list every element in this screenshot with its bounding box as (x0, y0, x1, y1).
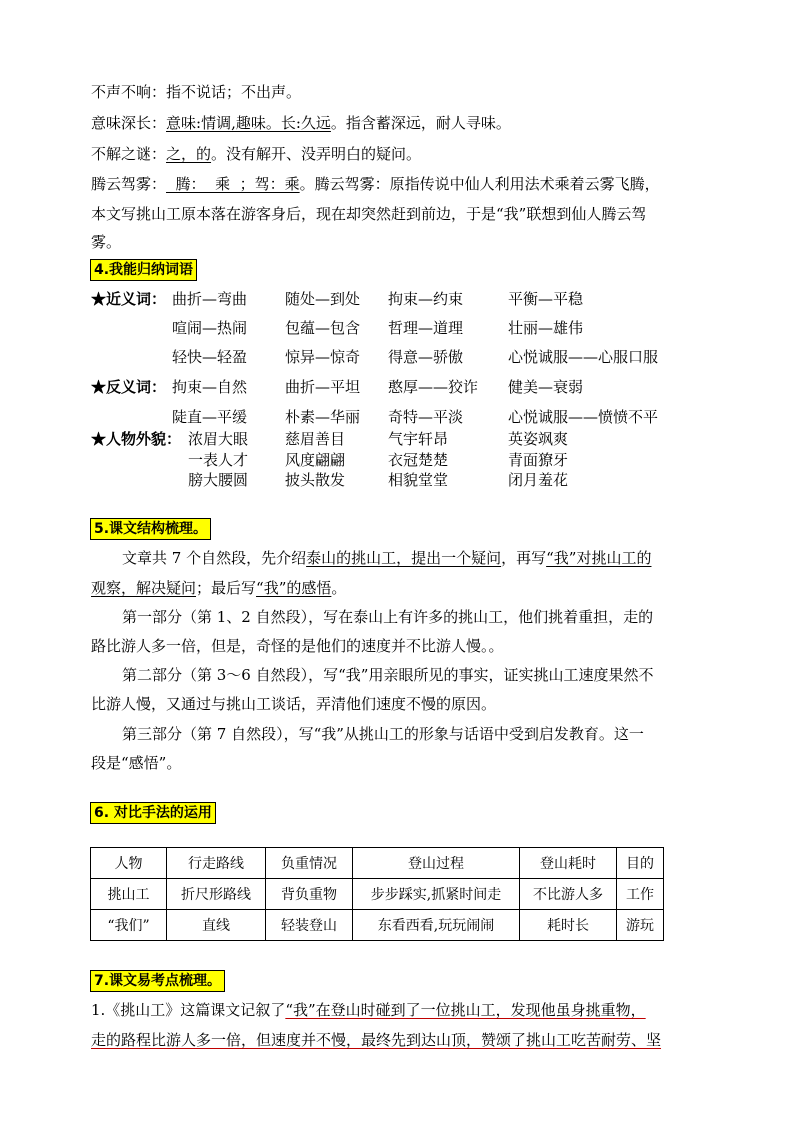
idiom: 一表人才 (188, 451, 249, 469)
idiom: 英姿飒爽 (508, 430, 569, 448)
idiom: 浓眉大眼 (188, 430, 249, 448)
table-cell: 轻装登山 (266, 910, 353, 941)
underlined-span: “我”在登山时碰到了一位挑山工，发现他虽身挑重物， (285, 1001, 646, 1019)
definition-text: 。腾云驾雾：原指传说中仙人利用法术乘着云雾飞腾， (299, 175, 660, 193)
idiom: 披头散发 (285, 471, 346, 489)
table-cell: 东看西看,玩玩闹闹 (353, 910, 520, 941)
text-span: 文章共 7 个自然段，先介绍 (122, 549, 307, 567)
table-header-cell: 登山耗时 (520, 848, 617, 879)
definition-text: 。指含蓄深远，耐人寻味。 (330, 114, 511, 132)
paragraph-line: 段是“感悟”。 (91, 754, 182, 772)
table-header-cell: 行走路线 (167, 848, 266, 879)
table-header-cell: 目的 (617, 848, 664, 879)
definition-term: 腾云驾雾： (91, 175, 167, 193)
definition-underlined: 意味:情调,趣味。长:久远 (166, 114, 331, 132)
text-span: 。 (331, 579, 347, 597)
table-cell: 折尺形路线 (167, 879, 266, 910)
definition-underlined: 腾： 乘 ；驾：乘 (166, 175, 300, 193)
underlined-span: 观察，解决疑问 (91, 579, 197, 597)
paragraph-line: 路比游人多一倍，但是，奇怪的是他们的速度并不比游人慢。。 (91, 637, 504, 655)
paragraph-line: 第三部分（第 7 自然段），写“我”从挑山工的形象与话语中受到启发教育。这一 (122, 725, 644, 743)
text-span: 1.《挑山工》这篇课文记叙了 (91, 1001, 286, 1019)
word-pair: 拘束—自然 (172, 378, 248, 396)
idiom: 青面獠牙 (508, 451, 569, 469)
comparison-table (90, 847, 664, 941)
table-cell: 工作 (617, 879, 664, 910)
section-heading: 6. 对比手法的运用 (90, 802, 216, 824)
table-header-cell: 登山过程 (353, 848, 520, 879)
idiom: 相貌堂堂 (388, 471, 449, 489)
word-pair: 陡直—平缓 (172, 408, 248, 426)
definition-line (91, 81, 301, 103)
definition-line (91, 231, 121, 253)
idiom: 衣冠楚楚 (388, 451, 449, 469)
definition-text: 不声不响：指不说话；不出声。 (91, 83, 302, 101)
text-span: ，再写 (501, 549, 547, 567)
word-pair: 心悦诚服——愤愤不平 (508, 408, 659, 426)
underlined-span: 泰山的挑山工，提出一个疑问 (306, 549, 502, 567)
definition-line (91, 203, 646, 225)
table-cell: 直线 (167, 910, 266, 941)
definition-text: 。没有解开、没弄明白的疑问。 (211, 145, 422, 163)
word-pair: 拘束—约束 (388, 290, 464, 308)
table-cell: 游玩 (617, 910, 664, 941)
section-heading: 7.课文易考点梳理。 (90, 970, 225, 992)
word-pair: 包蕴—包含 (285, 319, 361, 337)
word-pair: 奇特—平淡 (388, 408, 464, 426)
definition-term: 意味深长： (91, 114, 167, 132)
idiom: 膀大腰圆 (188, 471, 249, 489)
word-pair: 平衡—平稳 (508, 290, 584, 308)
underlined-span: “我”对挑山工的 (546, 549, 652, 567)
word-pair: 哲理—道理 (388, 319, 464, 337)
table-cell: 背负重物 (266, 879, 353, 910)
table-row (91, 879, 664, 910)
text-span: ；最后写 (196, 579, 257, 597)
synonym-label: ★近义词： (91, 290, 167, 308)
word-pair: 健美—衰弱 (508, 378, 584, 396)
table-row (91, 910, 664, 941)
definition-line (91, 112, 511, 134)
definition-term: 不解之谜： (91, 145, 167, 163)
idiom: 风度翩翩 (285, 451, 346, 469)
table-cell: 耗时长 (520, 910, 617, 941)
paragraph-line (91, 577, 346, 599)
definition-line (91, 173, 660, 195)
section-heading: 4.我能归纳词语 (90, 259, 197, 281)
table-cell: 挑山工 (91, 879, 167, 910)
word-pair: 憨厚——狡诈 (388, 378, 479, 396)
table-header-cell: 人物 (91, 848, 167, 879)
paragraph-line (122, 547, 651, 569)
word-pair: 曲折—平坦 (285, 378, 361, 396)
word-pair: 轻快—轻盈 (172, 348, 248, 366)
table-header-cell: 负重情况 (266, 848, 353, 879)
table-cell: “我们” (91, 910, 167, 941)
definition-line (91, 143, 421, 165)
table-header-row (91, 848, 664, 879)
paragraph-line: 第一部分（第 1、2 自然段），写在泰山上有许多的挑山工，他们挑着重担，走的 (122, 608, 654, 626)
table-cell: 步步踩实,抓紧时间走 (353, 879, 520, 910)
antonym-label: ★反义词： (91, 378, 167, 396)
idiom: 慈眉善目 (285, 430, 346, 448)
word-pair: 曲折—弯曲 (172, 290, 248, 308)
definition-text: 雾。 (91, 233, 122, 251)
underlined-span: “我”的感悟 (256, 579, 332, 597)
word-pair: 随处—到处 (285, 290, 361, 308)
word-pair: 心悦诚服——心服口服 (508, 348, 659, 366)
word-pair: 喧闹—热闹 (172, 319, 248, 337)
paragraph-line: 第二部分（第 3～6 自然段），写“我”用亲眼所见的事实，证实挑山工速度果然不 (122, 666, 654, 684)
definition-text: 本文写挑山工原本落在游客身后，现在却突然赶到前边，于是“我”联想到仙人腾云驾 (91, 205, 647, 223)
word-pair: 得意—骄傲 (388, 348, 464, 366)
paragraph-line (91, 999, 646, 1021)
word-pair: 壮丽—雄伟 (508, 319, 584, 337)
paragraph-line: 比游人慢，又通过与挑山工谈话，弄清他们速度不慢的原因。 (91, 695, 497, 713)
appearance-label: ★人物外貌： (91, 430, 182, 448)
table-cell: 不比游人多 (520, 879, 617, 910)
word-pair: 惊异—惊奇 (285, 348, 361, 366)
paragraph-line: 走的路程比游人多一倍，但速度并不慢，最终先到达山顶，赞颂了挑山工吃苦耐劳、坚 (91, 1031, 662, 1049)
word-pair: 朴素—华丽 (285, 408, 361, 426)
section-heading: 5.课文结构梳理。 (90, 518, 211, 540)
idiom: 闭月羞花 (508, 471, 569, 489)
idiom: 气宇轩昂 (388, 430, 449, 448)
definition-underlined: 之，的 (166, 145, 212, 163)
